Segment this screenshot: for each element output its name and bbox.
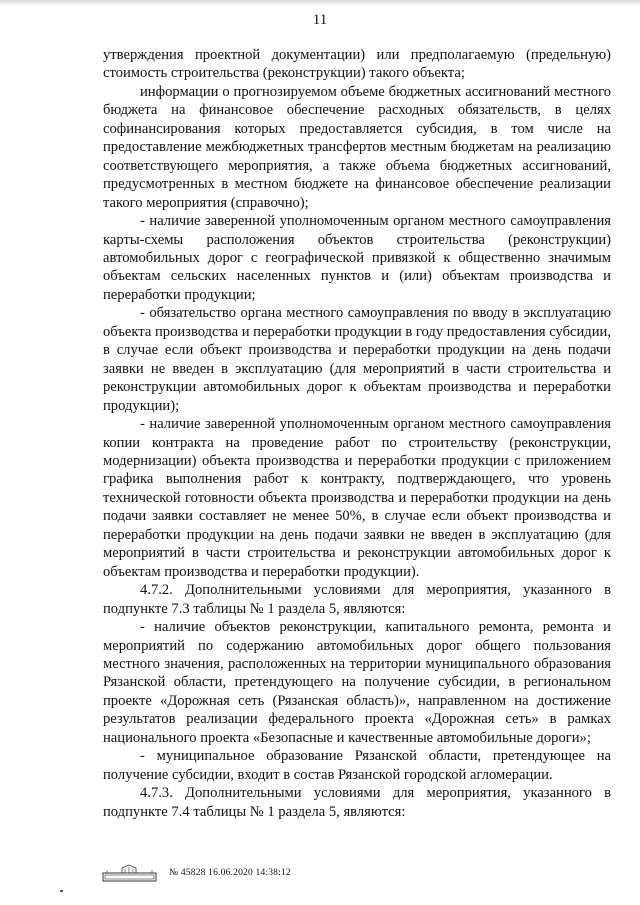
paragraph: утверждения проектной документации) или предполагаемую (предельную) стоимость строительства (реконструкции) такого объекта; xyxy=(103,47,611,82)
paragraph: информации о прогнозируемом объеме бюджетных ассигнований местного бюджета на финансовое обеспечение расходных обязательств, в целях софинансирования которых предоставляется субсидия, в том числе на предоставление межбюджетных трансфертов местным бюджетам на реализацию соответствующего мероприятия, а также объема бюджетных ассигнований, предусмотренных в местном бюджете на финансовое обеспечение реализации такого мероприятия (справочно); xyxy=(103,83,611,211)
paragraph: - наличие объектов реконструкции, капитального ремонта, ремонта и мероприятий по содержанию автомобильных дорог общего пользования местного значения, расположенных на территории муниципального образования Рязанской области, претендующего на получение субсидии, в региональном проекте «Дорожная сеть (Рязанская область)», направленном на достижение результатов реализации федерального проекта «Дорожная сеть» в рамках национального проекта «Безопасные и качественные автомобильные дороги»; xyxy=(103,619,611,746)
document-body xyxy=(103,46,611,821)
page-number: 11 xyxy=(312,12,328,28)
paragraph: - обязательство органа местного самоуправления по вводу в эксплуатацию объекта производства и переработки продукции в году предоставления субсидии, в случае если объект производства и переработки продукции на день подачи заявки не введен в эксплуатацию (для мероприятий в части строительства и реконструкции автомобильных дорог к объектам производства и переработки продукции); xyxy=(103,305,611,414)
document-footer xyxy=(102,863,291,883)
document-registration-stamp: № 45828 16.06.2020 14:38:12 xyxy=(169,868,291,878)
paragraph: 4.7.2. Дополнительными условиями для мероприятия, указанного в подпункте 7.3 таблицы № 1 раздела 5, являются: xyxy=(103,582,611,617)
ryazan-government-stamp-icon xyxy=(102,864,157,882)
paragraph: - муниципальное образование Рязанской области, претендующее на получение субсидии, входит в состав Рязанской городской агломерации. xyxy=(103,748,611,783)
paragraph: 4.7.3. Дополнительными условиями для мероприятия, указанного в подпункте 7.4 таблицы № 1 раздела 5, являются: xyxy=(103,785,611,820)
scan-speck xyxy=(60,890,63,892)
scan-top-edge xyxy=(0,0,640,6)
paragraph: - наличие заверенной уполномоченным органом местного самоуправления карты-схемы расположения объектов строительства (реконструкции) автомобильных дорог с географической привязкой к общественно значимым объектам сельских населенных пунктов и (или) объектам производства и переработки продукции; xyxy=(103,213,611,303)
paragraph: - наличие заверенной уполномоченным органом местного самоуправления копии контракта на проведение работ по строительству (реконструкции, модернизации) объекта производства и переработки продукции с приложением графика выполнения работ к контракту, подтверждающего, что уровень технической готовности объекта производства и переработки продукции на день подачи заявки составляет не менее 50%, в случае если объект производства и переработки продукции на день подачи заявки не введен в эксплуатацию (для мероприятий в части строительства и реконструкции автомобильных дорог к объектам производства и переработки продукции). xyxy=(103,416,611,580)
